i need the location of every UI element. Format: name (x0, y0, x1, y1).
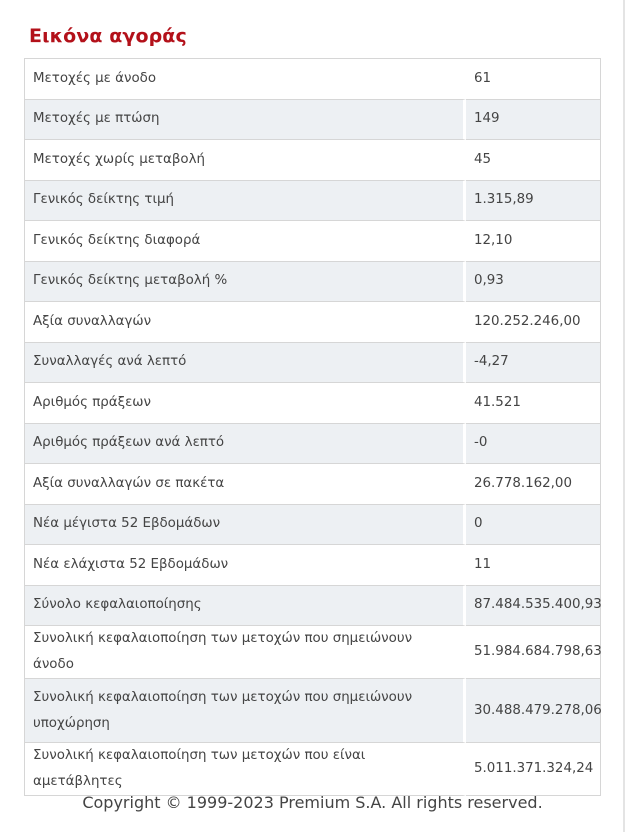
row-value: 11 (466, 545, 600, 586)
row-value: 120.252.246,00 (466, 302, 600, 343)
row-value: -4,27 (466, 343, 600, 384)
row-value: 1.315,89 (466, 181, 600, 222)
table-row (25, 302, 600, 343)
row-label: Μετοχές χωρίς μεταβολή (25, 140, 466, 181)
section-title: Εικόνα αγοράς (29, 25, 187, 47)
table-row (25, 221, 600, 262)
table-row (25, 626, 600, 679)
table-row (25, 505, 600, 546)
row-value: 0 (466, 505, 600, 546)
row-value: 30.488.479.278,06 (466, 679, 600, 743)
table-row (25, 464, 600, 505)
row-label: Αριθμός πράξεων ανά λεπτό (25, 424, 466, 465)
row-value: 61 (466, 59, 600, 100)
row-label: Αριθμός πράξεων (25, 383, 466, 424)
row-label: Συνολική κεφαλαιοποίηση των μετοχών που σημειώνουν άνοδο (25, 626, 466, 679)
row-label: Μετοχές με άνοδο (25, 59, 466, 100)
row-label: Συνολική κεφαλαιοποίηση των μετοχών που σημειώνουν υποχώρηση (25, 679, 466, 743)
row-value: 26.778.162,00 (466, 464, 600, 505)
row-label: Αξία συναλλαγών (25, 302, 466, 343)
copyright-footer: Copyright © 1999-2023 Premium S.A. All rights reserved. (82, 793, 543, 812)
row-value: -0 (466, 424, 600, 465)
table-row (25, 59, 600, 100)
table-row (25, 545, 600, 586)
row-label: Μετοχές με πτώση (25, 100, 466, 141)
row-label: Νέα ελάχιστα 52 Εβδομάδων (25, 545, 466, 586)
table-row (25, 343, 600, 384)
market-overview-table (24, 58, 601, 796)
row-value: 41.521 (466, 383, 600, 424)
row-label: Αξία συναλλαγών σε πακέτα (25, 464, 466, 505)
row-label: Σύνολο κεφαλαιοποίησης (25, 586, 466, 627)
row-label: Γενικός δείκτης τιμή (25, 181, 466, 222)
row-value: 87.484.535.400,93 (466, 586, 600, 627)
table-row (25, 100, 600, 141)
row-value: 45 (466, 140, 600, 181)
table-row (25, 181, 600, 222)
row-label: Γενικός δείκτης διαφορά (25, 221, 466, 262)
table-row (25, 262, 600, 303)
table-row (25, 424, 600, 465)
table-row (25, 140, 600, 181)
table-row (25, 586, 600, 627)
table-row (25, 679, 600, 743)
table-row (25, 383, 600, 424)
row-value: 51.984.684.798,63 (466, 626, 600, 679)
row-value: 5.011.371.324,24 (466, 743, 600, 796)
row-label: Συνολική κεφαλαιοποίηση των μετοχών που είναι αμετάβλητες (25, 743, 466, 796)
row-value: 12,10 (466, 221, 600, 262)
row-value: 149 (466, 100, 600, 141)
row-label: Συναλλαγές ανά λεπτό (25, 343, 466, 384)
table-row (25, 743, 600, 796)
row-label: Γενικός δείκτης μεταβολή % (25, 262, 466, 303)
row-label: Νέα μέγιστα 52 Εβδομάδων (25, 505, 466, 546)
row-value: 0,93 (466, 262, 600, 303)
